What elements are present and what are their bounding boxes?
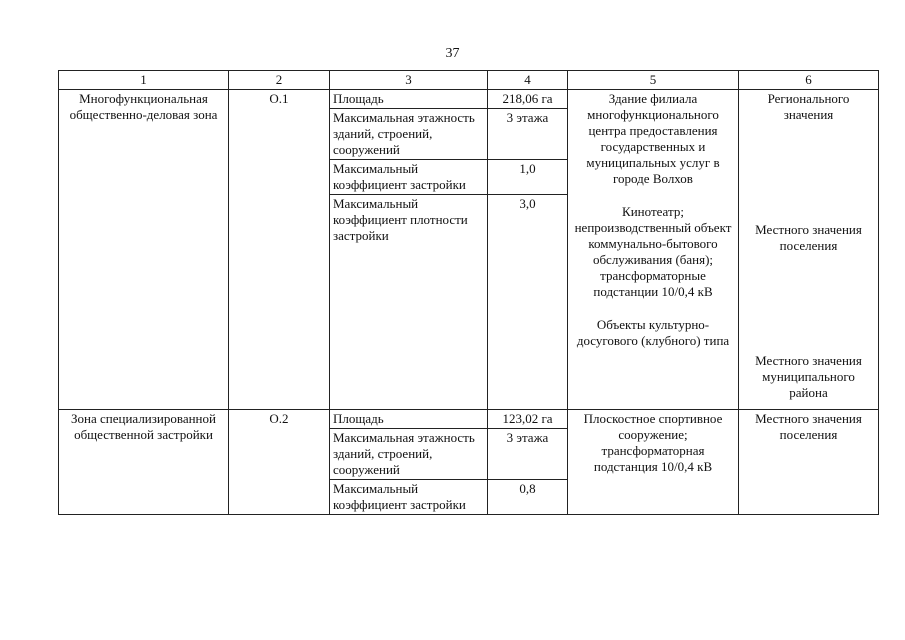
planned-object: Кинотеатр; непроизводственный объект коммунально-бытового обслуживания (баня); трансформаторные подстанции 10/0,4 кВ <box>574 204 732 299</box>
column-header: 3 <box>330 71 488 90</box>
param-label: Максимальный коэффициент плотности застройки <box>330 195 488 410</box>
planned-object: Плоскостное спортивное сооружение; трансформаторная подстанция 10/0,4 кВ <box>583 411 723 474</box>
param-label: Максимальная этажность зданий, строений, сооружений <box>330 429 488 480</box>
significance-cell <box>739 410 879 515</box>
zone-name: Многофункциональная общественно-деловая зона <box>59 90 229 410</box>
param-label: Максимальная этажность зданий, строений, сооружений <box>330 109 488 160</box>
param-label: Площадь <box>330 410 488 429</box>
table-row <box>59 410 879 429</box>
param-value: 123,02 га <box>488 410 568 429</box>
param-value: 3 этажа <box>488 429 568 480</box>
param-label: Площадь <box>330 90 488 109</box>
object-significance: Местного значения поселения <box>755 222 862 253</box>
table-row <box>59 90 879 109</box>
param-value: 3,0 <box>488 195 568 410</box>
param-label: Максимальный коэффициент застройки <box>330 480 488 515</box>
planned-object: Здание филиала многофункционального центра предоставления государственных и муниципальных услуг в городе Волхов <box>586 91 720 186</box>
object-significance: Местного значения муниципального района <box>755 353 862 400</box>
zone-name: Зона специализированной общественной застройки <box>59 410 229 515</box>
column-header: 2 <box>229 71 330 90</box>
object-significance: Регионального значения <box>767 91 850 122</box>
zones-table <box>58 70 879 515</box>
page-number: 37 <box>445 46 460 61</box>
param-value: 218,06 га <box>488 90 568 109</box>
zone-code: О.2 <box>229 410 330 515</box>
column-header: 6 <box>739 71 879 90</box>
param-value: 0,8 <box>488 480 568 515</box>
significance-cell <box>739 90 879 410</box>
planned-object: Объекты культурно-досугового (клубного) типа <box>576 317 730 348</box>
column-header: 1 <box>59 71 229 90</box>
object-significance: Местного значения поселения <box>755 411 862 442</box>
planned-objects-cell <box>568 90 739 410</box>
column-header: 5 <box>568 71 739 90</box>
param-value: 3 этажа <box>488 109 568 160</box>
planned-objects-cell <box>568 410 739 515</box>
param-label: Максимальный коэффициент застройки <box>330 160 488 195</box>
table-header-row <box>59 71 879 90</box>
column-header: 4 <box>488 71 568 90</box>
zone-code: О.1 <box>229 90 330 410</box>
param-value: 1,0 <box>488 160 568 195</box>
